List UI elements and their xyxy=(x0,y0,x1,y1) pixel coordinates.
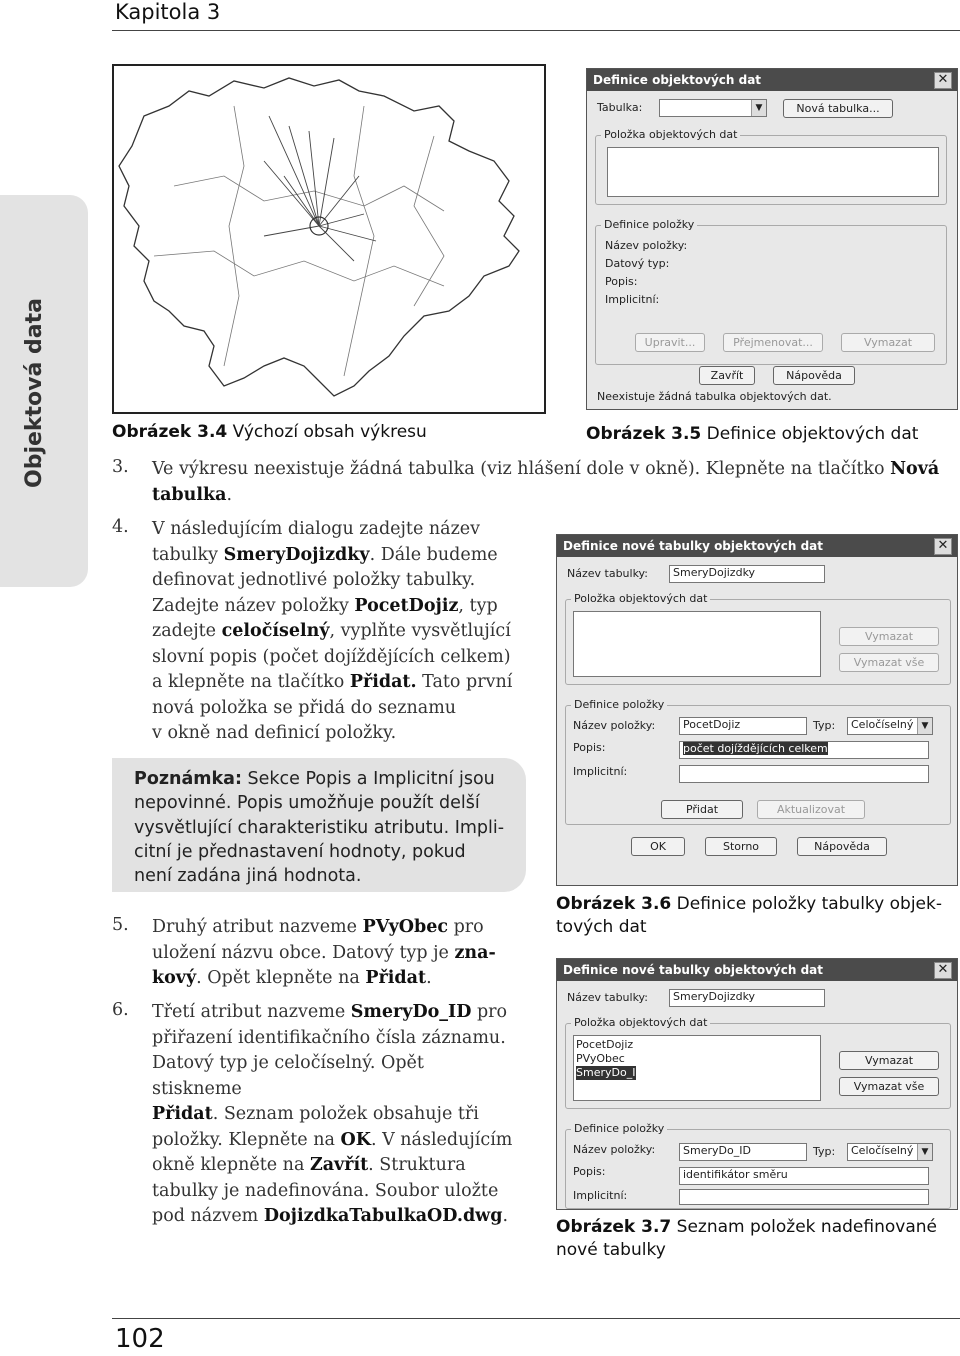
figure-3-7-caption: Obrázek 3.7 Seznam položek nadefinované nové tabulky xyxy=(556,1217,937,1260)
description-label: Popis: xyxy=(573,1165,606,1178)
step-6-text: Třetí atribut nazveme SmeryDo_ID pro přiřazení identifikačního čísla záznamu. Datový typ je celočíselný. Opět stiskneme Přidat. Seznam položek obsahuje tři položky. Klepněte na OK. V následujícím okně klepněte na Zavřít. Struktura tabulky je nadefinována. Soubor uložte pod názvem DojizdkaTabulkaOD.dwg. xyxy=(152,1002,513,1226)
step-4-number: 4. xyxy=(112,517,129,537)
footer-rule xyxy=(112,1318,960,1319)
delete-all-button[interactable]: Vymazat vše xyxy=(839,653,939,672)
delete-button[interactable]: Vymazat xyxy=(839,627,939,646)
table-name-label: Název tabulky: xyxy=(567,991,648,1004)
table-name-label: Název tabulky: xyxy=(567,567,648,580)
definition-group-label: Definice položky xyxy=(571,698,667,711)
items-group-label: Položka objektových dat xyxy=(601,128,740,141)
edit-button[interactable]: Upravit... xyxy=(635,333,705,352)
close-icon[interactable]: ✕ xyxy=(934,962,952,979)
description-input[interactable]: počet dojíždějících celkem xyxy=(679,741,929,759)
table-select[interactable] xyxy=(659,99,767,117)
description-label: Popis: xyxy=(605,275,638,288)
rename-button[interactable]: Přejmenovat... xyxy=(723,333,823,352)
chevron-down-icon: ▼ xyxy=(917,1144,932,1160)
note-text: Poznámka: Sekce Popis a Implicitní jsou nepovinné. Popis umožňuje použít delší vysvětlující charakteristiku atributu. Impli- citní je přednastavení hodnoty, pokud není zadána jiná hodnota. xyxy=(134,769,505,887)
status-message: Neexistuje žádná tabulka objektových dat. xyxy=(597,390,832,403)
items-list[interactable] xyxy=(573,611,821,677)
help-button[interactable]: Nápověda xyxy=(773,366,855,385)
figure-3-5-caption: Obrázek 3.5 Definice objektových dat xyxy=(586,424,919,444)
dialog-title: Definice nové tabulky objektových dat xyxy=(557,959,957,981)
step-5-text: Druhý atribut nazveme PVyObec pro uložení názvu obce. Datový typ je zna- kový. Opět klepněte na Přidat. xyxy=(152,917,496,988)
definition-group-label: Definice položky xyxy=(571,1122,667,1135)
close-button[interactable]: Zavřít xyxy=(699,366,755,385)
cancel-button[interactable]: Storno xyxy=(705,837,777,856)
list-item[interactable]: PVyObec xyxy=(576,1052,625,1065)
dialog-title: Definice objektových dat xyxy=(587,69,957,91)
figure-3-6-caption: Obrázek 3.6 Definice položky tabulky objek- tových dat xyxy=(556,894,942,937)
default-label: Implicitní: xyxy=(573,1189,628,1202)
item-name-label: Název položky: xyxy=(605,239,688,252)
table-name-input[interactable]: SmeryDojizdky xyxy=(669,565,825,583)
item-name-input[interactable]: SmeryDo_ID xyxy=(679,1143,807,1161)
definition-group-label: Definice položky xyxy=(601,218,697,231)
description-label: Popis: xyxy=(573,741,606,754)
type-select[interactable]: Celočíselný ▼ xyxy=(847,717,933,735)
table-name-input[interactable]: SmeryDojizdky xyxy=(669,989,825,1007)
add-button[interactable]: Přidat xyxy=(661,800,743,819)
default-input[interactable] xyxy=(679,765,929,783)
step-3-text: Ve výkresu neexistuje žádná tabulka (viz hlášení dole v okně). Klepněte na tlačítko Nová tabulka. xyxy=(152,459,940,505)
delete-button[interactable]: Vymazat xyxy=(839,1051,939,1070)
step-5-number: 5. xyxy=(112,915,129,935)
dialog-title: Definice nové tabulky objektových dat xyxy=(557,535,957,557)
close-icon[interactable]: ✕ xyxy=(934,538,952,555)
default-label: Implicitní: xyxy=(573,765,628,778)
region-map-graphic xyxy=(114,66,544,412)
delete-all-button[interactable]: Vymazat vše xyxy=(839,1077,939,1096)
header-rule xyxy=(112,30,960,31)
dialog-object-data-definition xyxy=(586,68,958,410)
item-name-label: Název položky: xyxy=(573,719,656,732)
item-name-label: Název položky: xyxy=(573,1143,656,1156)
type-label: Typ: xyxy=(813,719,836,732)
close-icon[interactable]: ✕ xyxy=(934,72,952,89)
dialog-new-table-items-list xyxy=(556,958,958,1210)
help-button[interactable]: Nápověda xyxy=(797,837,887,856)
items-group-label: Položka objektových dat xyxy=(571,1016,710,1029)
figure-3-4-caption: Obrázek 3.4 Výchozí obsah výkresu xyxy=(112,422,427,442)
default-input[interactable] xyxy=(679,1189,929,1205)
ok-button[interactable]: OK xyxy=(631,837,685,856)
items-group-label: Položka objektových dat xyxy=(571,592,710,605)
step-4-text: V následujícím dialogu zadejte název tabulky SmeryDojizdky. Dále budeme definovat jednotlivé položky tabulky. Zadejte název položky PocetDojiz, typ zadejte celočíselný, vyplňte vysvětlující slovní popis (počet dojíždějících celkem) a klepněte na tlačítko Přidat. Tato první nová položka se přidá do seznamu v okně nad definicí položky. xyxy=(152,519,513,743)
item-name-input[interactable]: PocetDojiz xyxy=(679,717,807,735)
default-label: Implicitní: xyxy=(605,293,660,306)
list-item-selected[interactable]: SmeryDo_ID xyxy=(576,1066,644,1079)
table-label: Tabulka: xyxy=(597,101,643,114)
items-list[interactable] xyxy=(607,147,939,197)
type-label: Typ: xyxy=(813,1145,836,1158)
chevron-down-icon: ▼ xyxy=(917,718,932,734)
chapter-header: Kapitola 3 xyxy=(115,0,221,24)
new-table-button[interactable]: Nová tabulka... xyxy=(783,99,893,118)
page-number: 102 xyxy=(115,1324,165,1354)
step-6-number: 6. xyxy=(112,1000,129,1020)
map-image xyxy=(112,64,546,414)
delete-button[interactable]: Vymazat xyxy=(841,333,935,352)
update-button[interactable]: Aktualizovat xyxy=(757,800,865,819)
data-type-label: Datový typ: xyxy=(605,257,670,270)
dialog-new-table-definition xyxy=(556,534,958,886)
type-select[interactable]: Celočíselný ▼ xyxy=(847,1143,933,1161)
step-3-number: 3. xyxy=(112,457,129,477)
items-list[interactable] xyxy=(573,1035,821,1101)
list-item[interactable]: PocetDojiz xyxy=(576,1038,634,1051)
description-input[interactable]: identifikátor směru xyxy=(679,1167,929,1185)
side-tab-label: Objektová data xyxy=(22,298,47,488)
chevron-down-icon: ▼ xyxy=(751,100,766,116)
